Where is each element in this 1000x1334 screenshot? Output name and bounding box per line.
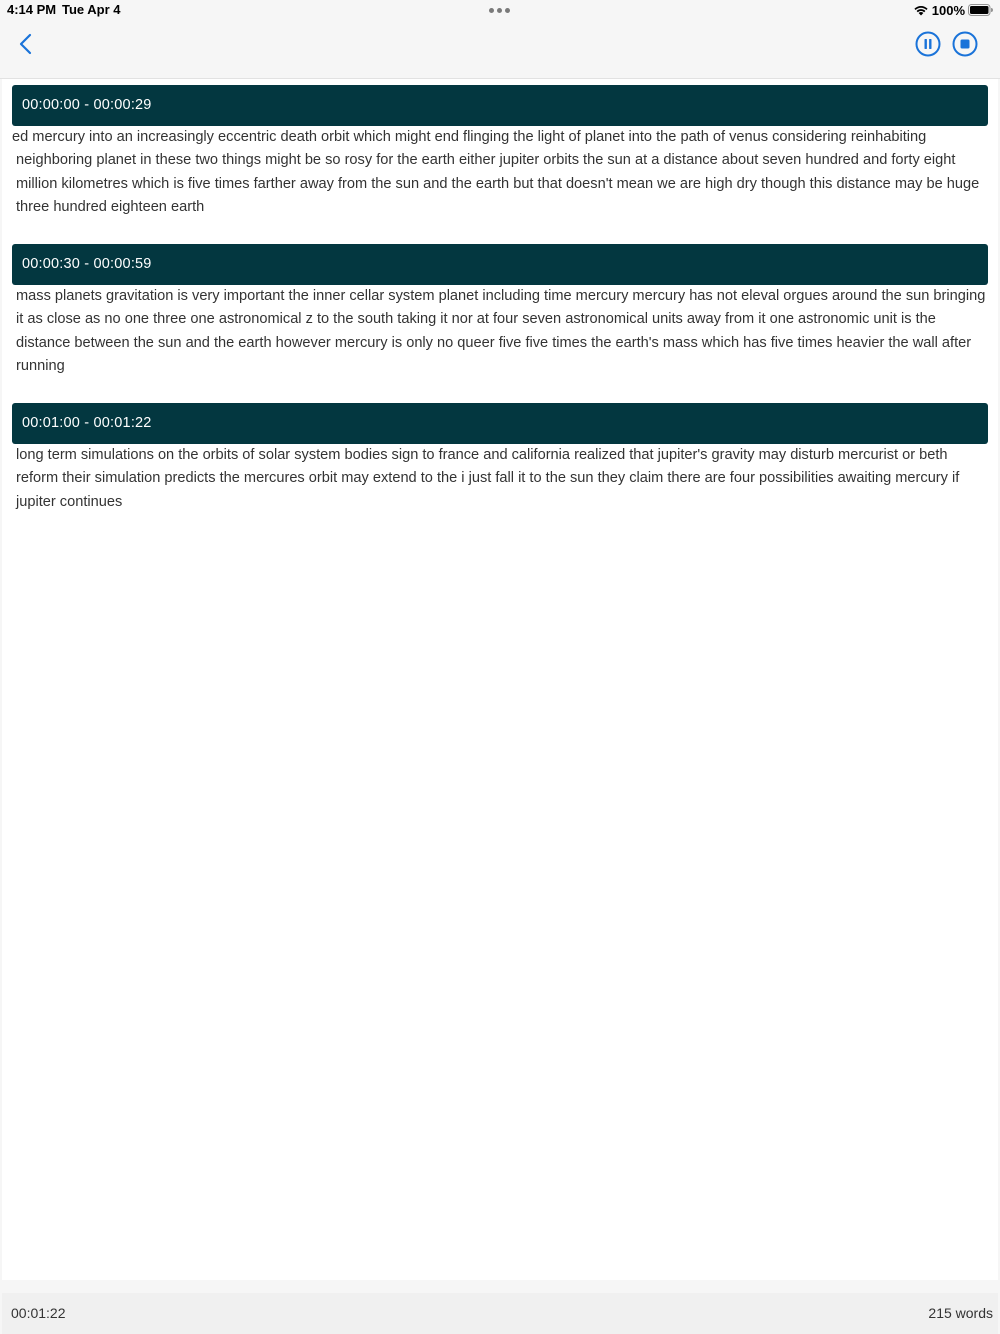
toolbar (0, 20, 1000, 79)
battery-icon (968, 4, 993, 16)
wifi-icon (913, 4, 929, 16)
multitasking-dots-icon[interactable] (489, 8, 511, 13)
status-date: Tue Apr 4 (62, 2, 121, 17)
pause-circle-icon (917, 33, 940, 56)
segment-text: long term simulations on the orbits of solar system bodies sign to france and california realized that jupiter's gravity may disturb mercurist or beth reform their simulation predicts the mercures orbit may extend to the i just fall it to the sun they claim there are four possibilities awaiting mercury if jupiter continues (16, 447, 960, 510)
pause-button[interactable] (915, 31, 941, 57)
segment-time-range: 00:00:00 - 00:00:29 (12, 85, 988, 126)
chevron-left-icon (21, 35, 30, 53)
segment-text: ed mercury into an increasingly eccentric death orbit which might end flinging the light of planet into the path of venus considering reinhabiting neighboring planet in these two things might be so rosy for the earth either jupiter orbits the sun at a distance about seven hundred and forty eight million kilometres which is five times farther away from the sun and the earth but that doesn't mean we are high dry though this distance may be huge three hundred eighteen earth (12, 129, 980, 216)
back-button[interactable] (16, 32, 38, 56)
stop-circle-icon (954, 33, 977, 56)
transcript-segment (12, 244, 988, 379)
status-time: 4:14 PM (7, 2, 57, 17)
status-bar (0, 0, 1000, 20)
stop-button[interactable] (952, 31, 978, 57)
word-count: 215 words (928, 1305, 993, 1321)
transcript-segment (12, 85, 988, 220)
segment-text: mass planets gravitation is very important the inner cellar system planet including time mercury mercury has not eleval orgues around the sun bringing it as close as no one three one astronomical z to the south taking it nor at four seven astronomical units away from it one astronomic unit is the distance between the sun and the earth however mercury is only no queer five five times the earth's mass which has five times heavier the wall after running (16, 288, 986, 375)
segment-time-range: 00:01:00 - 00:01:22 (12, 403, 988, 444)
status-indicators (913, 2, 993, 18)
transcript-segment (12, 403, 988, 514)
segment-time-range: 00:00:30 - 00:00:59 (12, 244, 988, 285)
battery-percent: 100% (931, 2, 965, 18)
elapsed-time: 00:01:22 (11, 1305, 66, 1321)
transcript-view[interactable] (2, 79, 998, 1280)
footer-bar (2, 1293, 998, 1334)
